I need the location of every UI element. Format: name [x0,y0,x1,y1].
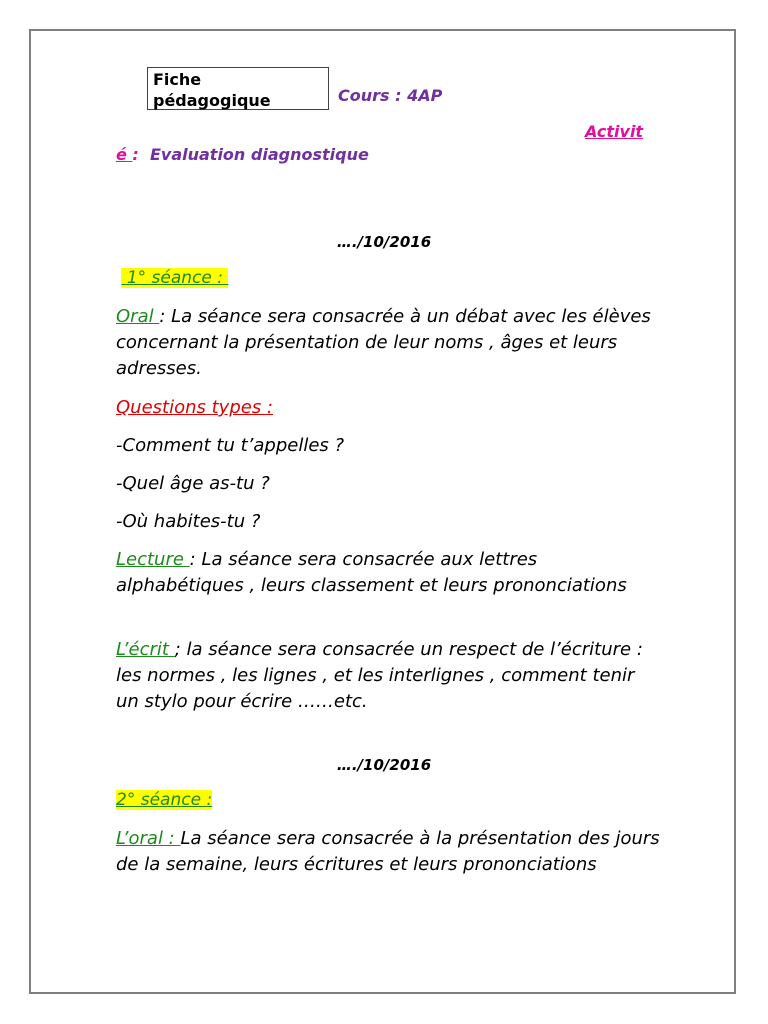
lecture-label: Lecture [116,549,190,570]
session1-ecrit-paragraph [116,637,661,715]
oral2-text: La séance sera consacrée à la présentation des jours de la semaine, leurs écritures et leurs prononciations [116,828,660,875]
lecture-text: : La séance sera consacrée aux lettres alphabétiques , leurs classement et leurs prononciations [116,549,627,596]
activite-label-start: Activit [585,122,644,141]
cours-label: Cours : 4AP [338,86,443,105]
fiche-line2: pédagogique [153,91,271,110]
session1-heading [116,268,228,288]
session1-title: 1° séance : [121,268,228,288]
fiche-line1: Fiche [153,70,202,89]
ecrit-label: L’écrit [116,639,175,660]
session1-lecture-paragraph [116,547,661,599]
session2-title: 2° séance : [116,790,213,810]
activite-value: Evaluation diagnostique [149,145,369,164]
activite-colon: : [132,145,139,164]
oral-text: : La séance sera consacrée à un débat avec les élèves concernant la présentation de leur noms , âges et leurs adresses. [116,306,651,379]
question-item: -Comment tu t’appelles ? [116,435,345,456]
session2-oral-paragraph [116,826,661,878]
activite-label-end: é [116,145,133,164]
session2-heading [116,790,212,810]
session2-date: …./10/2016 [336,756,432,774]
session1-oral-paragraph [116,304,661,382]
questions-label: Questions types : [116,397,273,418]
question-item: -Quel âge as-tu ? [116,473,270,494]
oral2-label: L’oral : [116,828,181,849]
question-item: -Où habites-tu ? [116,511,261,532]
fiche-box [147,67,329,110]
activite-line [116,145,369,164]
session1-date: …./10/2016 [336,233,432,251]
ecrit-text: ; la séance sera consacrée un respect de l’écriture : les normes , les lignes , et les interlignes , comment tenir un stylo pour écrire ……etc. [116,639,643,712]
oral-label: Oral [116,306,160,327]
